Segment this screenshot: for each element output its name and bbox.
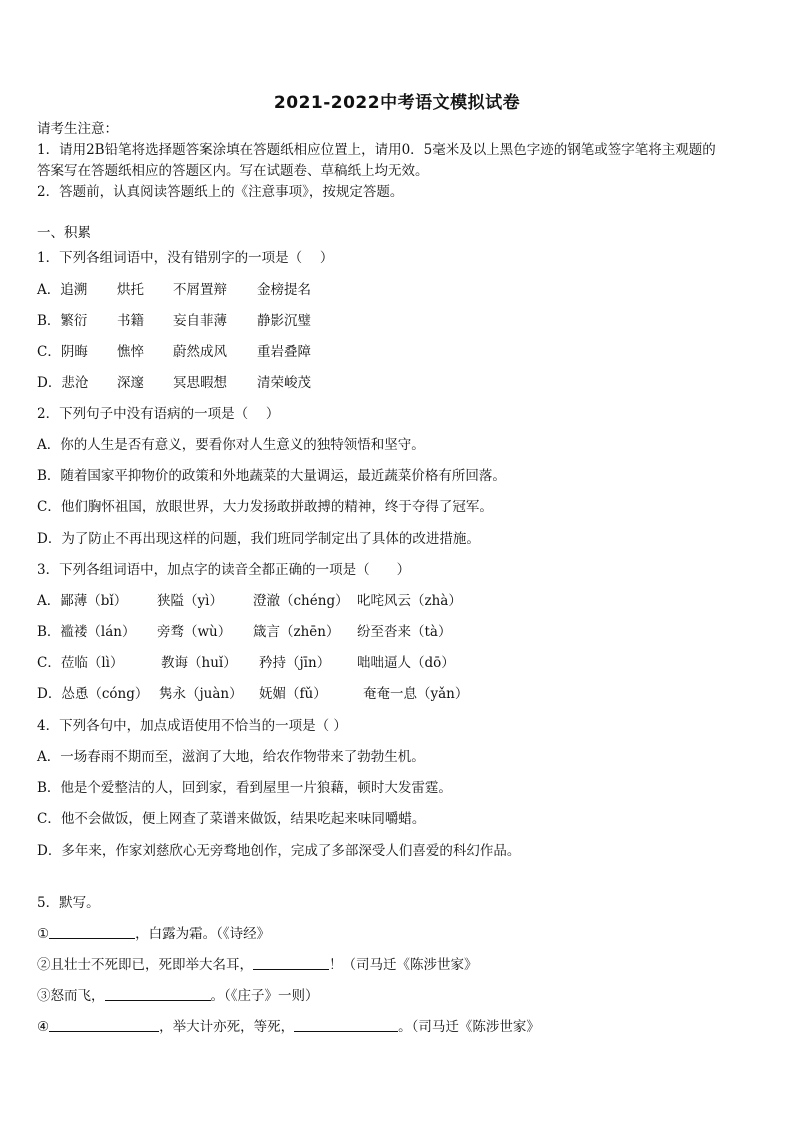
q4-option-c: C．他不会做饭，便上网查了菜谱来做饭，结果吃起来味同嚼蜡。 — [37, 811, 426, 827]
word: 狭隘（yì） — [157, 593, 223, 609]
word: 妄自菲薄 — [173, 313, 227, 329]
word: 澄澈（chéng） — [253, 593, 349, 609]
notice-heading: 请考生注意： — [37, 121, 118, 137]
word: 重岩叠障 — [257, 344, 311, 360]
q5-line-4-prefix: ④ — [37, 1019, 50, 1035]
q5-line-1-suffix: ，白露为霜。（《诗经》 — [135, 926, 271, 942]
question-2-stem: 2．下列句子中没有语病的一项是（ ） — [37, 406, 280, 422]
word: 咄咄逼人（dō） — [357, 655, 455, 671]
word: 清荣峻茂 — [257, 375, 311, 391]
answer-blank[interactable] — [253, 957, 329, 970]
answer-blank[interactable] — [49, 926, 135, 939]
notice-item-1: 1．请用2B铅笔将选择题答案涂填在答题纸相应位置上，请用0．5毫米及以上黑色字迹的钢笔或签字笔将主观题的 — [37, 142, 716, 158]
word: D．怂恿（cóng） — [37, 686, 149, 702]
word: 冥思暇想 — [173, 375, 227, 391]
word: 隽永（juàn） — [159, 686, 243, 702]
word: 静影沉璧 — [257, 313, 311, 329]
q2-option-d: D．为了防止不再出现这样的问题，我们班同学制定出了具体的改进措施。 — [37, 531, 480, 547]
word: B．繁衍 — [37, 313, 88, 329]
word: 箴言（zhēn） — [253, 624, 340, 640]
word: 教诲（huǐ） — [161, 655, 237, 671]
q5-line-3-suffix: 。（《庄子》一则） — [210, 988, 319, 1004]
question-3-stem: 3．下列各组词语中，加点字的读音全都正确的一项是（ ） — [37, 562, 411, 578]
word: B．褴褛（lán） — [37, 624, 136, 640]
q5-line-2-suffix: ！（司马迁《陈涉世家》 — [329, 957, 478, 973]
q2-option-c: C．他们胸怀祖国，放眼世界，大力发扬敢拼敢搏的精神，终于夺得了冠军。 — [37, 499, 493, 515]
q5-line-1-prefix: ① — [37, 926, 50, 942]
question-1-stem: 1．下列各组词语中，没有错别字的一项是（ ） — [37, 250, 334, 266]
word: 妩媚（fǔ） — [259, 686, 327, 702]
word: 金榜提名 — [257, 282, 311, 298]
notice-item-2: 2．答题前，认真阅读答题纸上的《注意事项》，按规定答题。 — [37, 184, 404, 200]
word: 烘托 — [117, 282, 144, 298]
word: 憔悴 — [117, 344, 144, 360]
word: 纷至沓来（tà） — [357, 624, 452, 640]
q4-option-d: D．多年来，作家刘慈欣心无旁骛地创作，完成了多部深受人们喜爱的科幻作品。 — [37, 843, 521, 859]
q5-line-4-middle: ，举大计亦死，等死， — [159, 1019, 295, 1035]
word: 旁骛（wù） — [157, 624, 232, 640]
page-title: 2021-2022中考语文模拟试卷 — [273, 93, 521, 113]
word: 书籍 — [117, 313, 144, 329]
word: 叱咤风云（zhà） — [357, 593, 462, 609]
word: A．追溯 — [37, 282, 88, 298]
word: A．鄙薄（bǐ） — [37, 593, 128, 609]
q4-option-a: A．一场春雨不期而至，滋润了大地，给农作物带来了勃勃生机。 — [37, 749, 425, 765]
q5-line-3-prefix: ③怒而飞， — [37, 988, 105, 1004]
answer-blank[interactable] — [105, 988, 211, 1001]
q2-option-a: A．你的人生是否有意义，要看你对人生意义的独特领悟和坚守。 — [37, 437, 425, 453]
q5-line-2-prefix: ②且壮士不死即已，死即举大名耳， — [37, 957, 253, 973]
question-5-stem: 5．默写。 — [37, 895, 100, 911]
q5-line-4-suffix: 。（司马迁《陈涉世家》 — [398, 1019, 540, 1035]
q4-option-b: B．他是个爱整洁的人，回到家，看到屋里一片狼藉，顿时大发雷霆。 — [37, 780, 452, 796]
word: 不屑置辩 — [173, 282, 227, 298]
word: D．悲沧 — [37, 375, 89, 391]
q5-line-1 — [37, 925, 270, 943]
word: 奄奄一息（yǎn） — [363, 686, 469, 702]
word: C．阴晦 — [37, 344, 88, 360]
q5-line-4 — [37, 1018, 540, 1036]
word: C．莅临（lì） — [37, 655, 124, 671]
q2-option-b: B．随着国家平抑物价的政策和外地蔬菜的大量调运，最近蔬菜价格有所回落。 — [37, 468, 506, 484]
word: 深邃 — [117, 375, 144, 391]
notice-item-1-cont: 答案写在答题纸相应的答题区内。写在试题卷、草稿纸上均无效。 — [37, 163, 429, 179]
word: 矜持（jīn） — [259, 655, 331, 671]
word: 蔚然成风 — [173, 344, 227, 360]
section-heading: 一、积累 — [37, 225, 91, 241]
answer-blank[interactable] — [49, 1019, 159, 1032]
answer-blank[interactable] — [294, 1019, 398, 1032]
q5-line-3 — [37, 987, 319, 1005]
q5-line-2 — [37, 956, 478, 974]
question-4-stem: 4．下列各句中，加点成语使用不恰当的一项是（ ） — [37, 718, 347, 734]
